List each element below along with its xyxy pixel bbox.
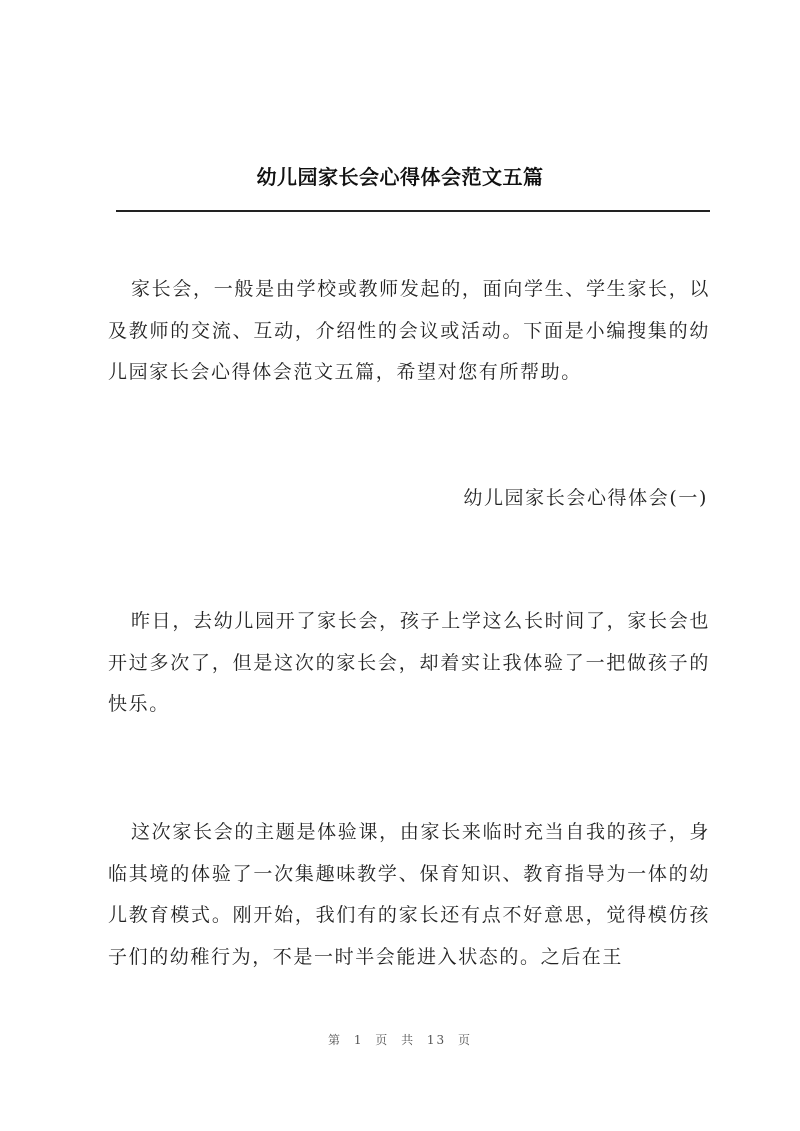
body-paragraph: 这次家长会的主题是体验课，由家长来临时充当自我的孩子，身临其境的体验了一次集趣味教学、保育知识、教育指导为一体的幼儿教育模式。刚开始，我们有的家长还有点不好意思，觉得模仿孩子们的幼稚行为，不是一时半会能进入状态的。之后在王 (108, 821, 710, 968)
intro-paragraph: 家长会，一般是由学校或教师发起的，面向学生、学生家长，以及教师的交流、互动，介绍性的会议或活动。下面是小编搜集的幼儿园家长会心得体会范文五篇，希望对您有所帮助。 (108, 278, 710, 383)
body-paragraph: 昨日，去幼儿园开了家长会，孩子上学这么长时间了，家长会也开过多次了，但是这次的家长会，却着实让我体验了一把做孩子的快乐。 (108, 610, 710, 715)
title-divider (116, 210, 710, 212)
document-title: 幼儿园家长会心得体会范文五篇 (256, 165, 544, 189)
section-heading: 幼儿园家长会心得体会(一) (463, 487, 708, 509)
page-footer: 第 1 页 共 13 页 (328, 1033, 472, 1047)
